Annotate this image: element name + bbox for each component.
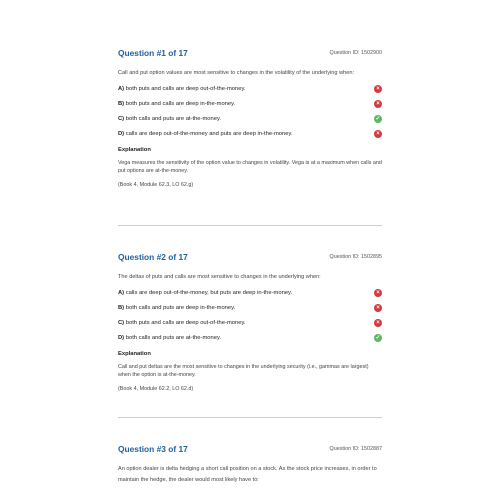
reference-text: (Book 4, Module 62.3, LO 62.g): [118, 181, 194, 188]
answer-choice-a[interactable]: [118, 85, 382, 100]
question-stem: An option dealer is delta hedging a short call position on a stock. As the stock price increases, in order to maintain the hedge, the dealer would most likely have to:: [118, 466, 377, 483]
answer-choice-b[interactable]: [118, 304, 382, 319]
answer-choice-a[interactable]: [118, 289, 382, 304]
choice-letter: B): [118, 304, 125, 311]
choice-letter: C): [118, 115, 125, 122]
explanation-text: Vega measures the sensitivity of the option value to changes in volatility. Vega is at a maximum when calls and put options are at-the-money.: [118, 159, 382, 174]
explanation-heading: Explanation: [118, 350, 151, 357]
answer-choice-c[interactable]: [118, 319, 382, 334]
question-block-2: [118, 252, 382, 392]
reference-text: (Book 4, Module 62.2, LO 62.d): [118, 385, 194, 392]
answer-choice-b[interactable]: [118, 100, 382, 115]
choice-text: both calls and puts are at-the-money.: [125, 115, 222, 122]
answer-choice-d[interactable]: [118, 130, 382, 145]
choice-text: calls are deep out-of-the-money and puts are deep in-the-money.: [125, 130, 293, 137]
choice-letter: D): [118, 130, 125, 137]
choice-letter: B): [118, 100, 125, 107]
question-title: Question #1 of 17: [118, 48, 188, 58]
question-title: Question #2 of 17: [118, 252, 188, 262]
question-header: [118, 252, 382, 264]
check-circle-icon: ✓: [375, 115, 381, 122]
divider: [118, 225, 382, 226]
x-circle-icon: ×: [374, 130, 382, 138]
x-circle-icon: ×: [374, 289, 382, 297]
question-id: Question ID: 1502887: [329, 446, 382, 452]
choice-text: both calls and puts are at-the-money.: [125, 334, 222, 341]
answer-choice-d[interactable]: [118, 334, 382, 349]
choice-text: both puts and calls are deep out-of-the-money.: [125, 319, 246, 326]
question-id: Question ID: 1502895: [329, 254, 382, 260]
choice-letter: A): [118, 289, 125, 296]
question-stem: Call and put option values are most sensitive to changes in the volatility of the underlying when:: [118, 70, 355, 76]
check-circle-icon: ✓: [375, 334, 381, 341]
answer-choices: [118, 85, 382, 145]
question-header: [118, 444, 382, 456]
question-block-3: [118, 444, 382, 485]
choice-letter: C): [118, 319, 125, 326]
x-circle-icon: ×: [374, 85, 382, 93]
choice-text: both puts and calls are deep in-the-money.: [125, 100, 236, 107]
choice-letter: D): [118, 334, 125, 341]
x-circle-icon: ×: [374, 319, 382, 327]
answer-choice-c[interactable]: [118, 115, 382, 130]
question-header: [118, 48, 382, 60]
explanation-text: Call and put deltas are the most sensitive to changes in the underlying security (i.e., gammas are largest) when the option is at-the-money.: [118, 363, 369, 378]
explanation-heading: Explanation: [118, 146, 151, 153]
question-title: Question #3 of 17: [118, 444, 188, 454]
x-circle-icon: ×: [374, 100, 382, 108]
answer-choices: [118, 289, 382, 349]
x-circle-icon: ×: [374, 304, 382, 312]
choice-text: both calls and puts are deep in-the-money.: [125, 304, 236, 311]
divider: [118, 417, 382, 418]
question-block-1: [118, 48, 382, 188]
choice-text: calls are deep out-of-the-money, but puts are deep in-the-money.: [125, 289, 293, 296]
choice-text: both puts and calls are deep out-of-the-money.: [125, 85, 246, 92]
question-stem: The deltas of puts and calls are most sensitive to changes in the underlying when:: [118, 274, 321, 280]
question-id: Question ID: 1502900: [329, 50, 382, 56]
choice-letter: A): [118, 85, 125, 92]
